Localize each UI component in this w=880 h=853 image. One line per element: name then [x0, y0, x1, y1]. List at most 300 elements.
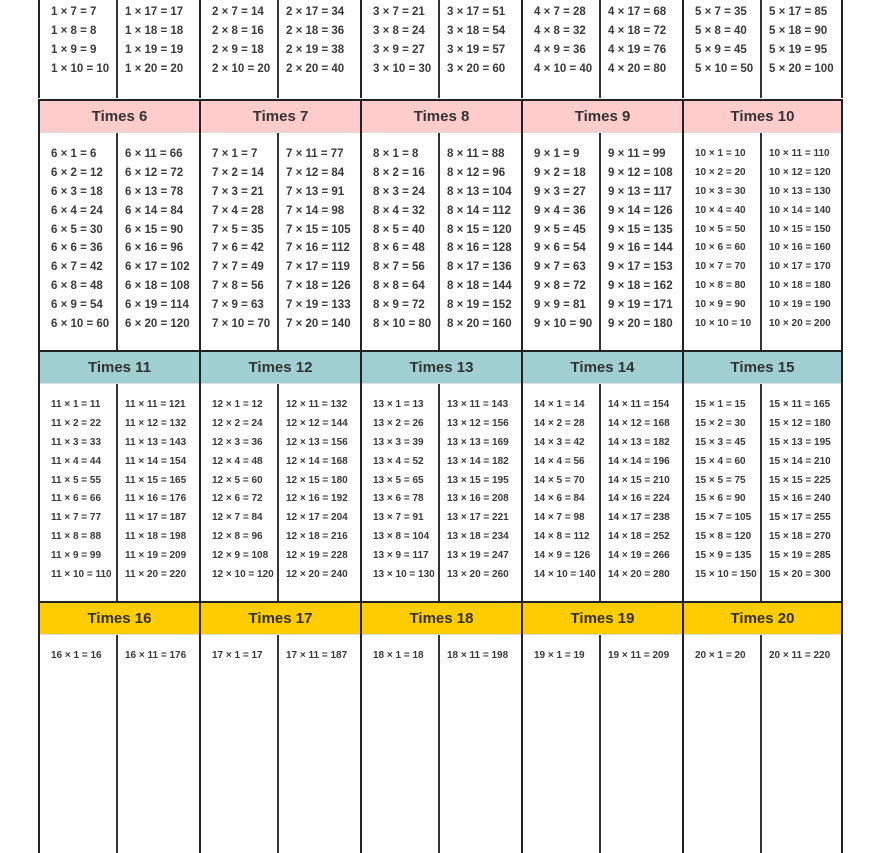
right-column — [118, 635, 199, 853]
multiplication-fact: 12 × 20 = 240 — [286, 569, 348, 581]
multiplication-fact: 9 × 7 = 63 — [534, 261, 586, 274]
multiplication-fact: 11 × 18 = 198 — [125, 531, 187, 543]
multiplication-fact: 6 × 14 = 84 — [125, 204, 184, 217]
multiplication-fact: 4 × 7 = 28 — [534, 6, 586, 19]
left-column — [40, 133, 118, 351]
multiplication-fact: 15 × 14 = 210 — [769, 455, 831, 467]
multiplication-fact: 3 × 8 = 24 — [373, 25, 425, 38]
section-body — [684, 133, 841, 351]
times-table-section — [682, 603, 843, 853]
table-band — [38, 0, 843, 98]
multiplication-fact: 10 × 16 = 160 — [769, 242, 831, 254]
multiplication-fact: 15 × 15 = 225 — [769, 474, 831, 486]
right-column — [118, 384, 199, 602]
multiplication-fact: 1 × 20 = 20 — [125, 63, 184, 76]
section-body — [523, 0, 682, 98]
multiplication-fact: 9 × 9 = 81 — [534, 299, 586, 312]
multiplication-fact: 13 × 3 = 39 — [373, 436, 424, 448]
right-column — [279, 0, 360, 98]
times-table-section — [38, 352, 199, 602]
multiplication-fact: 7 × 6 = 42 — [212, 242, 264, 255]
multiplication-fact: 7 × 20 = 140 — [286, 318, 351, 331]
multiplication-fact: 14 × 8 = 112 — [534, 531, 590, 543]
multiplication-fact: 17 × 1 = 17 — [212, 650, 263, 661]
multiplication-fact: 8 × 17 = 136 — [447, 261, 512, 274]
multiplication-fact: 7 × 5 = 35 — [212, 223, 264, 236]
multiplication-fact: 11 × 15 = 165 — [125, 474, 187, 486]
multiplication-fact: 10 × 10 = 10 — [695, 318, 752, 330]
multiplication-fact: 17 × 11 = 187 — [286, 650, 348, 661]
multiplication-fact: 8 × 5 = 40 — [373, 223, 425, 236]
right-column — [762, 384, 841, 602]
multiplication-fact: 13 × 2 = 26 — [373, 417, 424, 429]
left-column — [684, 133, 762, 351]
multiplication-fact: 14 × 2 = 28 — [534, 417, 585, 429]
multiplication-fact: 14 × 16 = 224 — [608, 493, 670, 505]
multiplication-fact: 15 × 11 = 165 — [769, 399, 831, 410]
multiplication-fact: 9 × 14 = 126 — [608, 204, 673, 217]
multiplication-fact: 19 × 1 = 19 — [534, 650, 585, 661]
times-table-section — [682, 0, 843, 98]
section-body — [523, 133, 682, 351]
section-body — [362, 133, 521, 351]
multiplication-fact: 11 × 4 = 44 — [51, 455, 102, 467]
multiplication-fact: 9 × 15 = 135 — [608, 223, 673, 236]
right-column — [118, 0, 199, 98]
multiplication-fact: 13 × 14 = 182 — [447, 455, 509, 467]
multiplication-fact: 12 × 5 = 60 — [212, 474, 263, 486]
left-column — [362, 635, 440, 853]
section-header: Times 8 — [362, 101, 521, 133]
multiplication-fact: 10 × 20 = 200 — [769, 318, 831, 330]
multiplication-fact: 14 × 17 = 238 — [608, 512, 670, 524]
multiplication-fact: 6 × 16 = 96 — [125, 242, 184, 255]
right-column — [762, 133, 841, 351]
times-table-section — [199, 352, 360, 602]
multiplication-fact: 6 × 17 = 102 — [125, 261, 190, 274]
multiplication-fact: 5 × 17 = 85 — [769, 6, 828, 19]
multiplication-fact: 2 × 19 = 38 — [286, 44, 345, 57]
multiplication-fact: 4 × 19 = 76 — [608, 44, 667, 57]
multiplication-fact: 12 × 16 = 192 — [286, 493, 348, 505]
left-column — [40, 0, 118, 98]
right-column — [440, 0, 521, 98]
multiplication-fact: 3 × 10 = 30 — [373, 63, 432, 76]
multiplication-fact: 9 × 11 = 99 — [608, 148, 666, 160]
multiplication-fact: 13 × 5 = 65 — [373, 474, 424, 486]
right-column — [279, 384, 360, 602]
multiplication-fact: 6 × 11 = 66 — [125, 148, 183, 160]
left-column — [201, 635, 279, 853]
multiplication-fact: 6 × 3 = 18 — [51, 185, 103, 198]
multiplication-fact: 5 × 18 = 90 — [769, 25, 828, 38]
right-column — [601, 0, 682, 98]
left-column — [201, 133, 279, 351]
multiplication-fact: 5 × 8 = 40 — [695, 25, 747, 38]
multiplication-fact: 14 × 19 = 266 — [608, 550, 670, 562]
multiplication-fact: 15 × 3 = 45 — [695, 436, 746, 448]
multiplication-fact: 12 × 6 = 72 — [212, 493, 263, 505]
multiplication-fact: 15 × 17 = 255 — [769, 512, 831, 524]
multiplication-fact: 11 × 8 = 88 — [51, 531, 102, 543]
multiplication-fact: 14 × 1 = 14 — [534, 399, 585, 410]
multiplication-fact: 14 × 15 = 210 — [608, 474, 670, 486]
multiplication-fact: 15 × 9 = 135 — [695, 550, 752, 562]
multiplication-fact: 13 × 20 = 260 — [447, 569, 509, 581]
multiplication-fact: 12 × 17 = 204 — [286, 512, 348, 524]
multiplication-fact: 13 × 18 = 234 — [447, 531, 509, 543]
left-column — [201, 384, 279, 602]
multiplication-fact: 6 × 10 = 60 — [51, 318, 110, 331]
multiplication-fact: 2 × 8 = 16 — [212, 25, 264, 38]
section-body — [362, 635, 521, 853]
multiplication-fact: 11 × 11 = 121 — [125, 399, 186, 410]
multiplication-fact: 11 × 10 = 110 — [51, 569, 112, 581]
multiplication-fact: 4 × 8 = 32 — [534, 25, 586, 38]
multiplication-fact: 5 × 20 = 100 — [769, 63, 834, 76]
multiplication-fact: 11 × 13 = 143 — [125, 436, 187, 448]
right-column — [601, 133, 682, 351]
multiplication-fact: 10 × 19 = 190 — [769, 299, 831, 311]
multiplication-fact: 6 × 9 = 54 — [51, 299, 103, 312]
multiplication-fact: 15 × 16 = 240 — [769, 493, 831, 505]
multiplication-fact: 15 × 13 = 195 — [769, 436, 831, 448]
multiplication-fact: 9 × 6 = 54 — [534, 242, 586, 255]
multiplication-fact: 3 × 7 = 21 — [373, 6, 425, 19]
multiplication-fact: 18 × 11 = 198 — [447, 650, 509, 661]
multiplication-fact: 7 × 1 = 7 — [212, 148, 258, 160]
multiplication-fact: 5 × 9 = 45 — [695, 44, 747, 57]
section-header: Times 15 — [684, 352, 841, 384]
multiplication-fact: 14 × 14 = 196 — [608, 455, 670, 467]
multiplication-fact: 10 × 12 = 120 — [769, 166, 831, 178]
multiplication-fact: 8 × 19 = 152 — [447, 299, 512, 312]
section-header: Times 16 — [40, 603, 199, 635]
section-body — [684, 0, 841, 98]
multiplication-fact: 9 × 4 = 36 — [534, 204, 586, 217]
multiplication-fact: 12 × 10 = 120 — [212, 569, 274, 581]
times-table-section — [199, 603, 360, 853]
table-band — [38, 350, 843, 602]
table-band — [38, 601, 843, 853]
multiplication-fact: 1 × 10 = 10 — [51, 63, 110, 76]
multiplication-fact: 2 × 20 = 40 — [286, 63, 345, 76]
left-column — [523, 384, 601, 602]
multiplication-fact: 19 × 11 = 209 — [608, 650, 670, 661]
right-column — [440, 133, 521, 351]
multiplication-fact: 8 × 20 = 160 — [447, 318, 512, 331]
multiplication-fact: 11 × 5 = 55 — [51, 474, 102, 486]
multiplication-fact: 15 × 12 = 180 — [769, 417, 831, 429]
multiplication-fact: 8 × 1 = 8 — [373, 148, 419, 160]
multiplication-fact: 8 × 18 = 144 — [447, 280, 512, 293]
times-table-section — [360, 603, 521, 853]
multiplication-fact: 3 × 9 = 27 — [373, 44, 425, 57]
multiplication-fact: 7 × 8 = 56 — [212, 280, 264, 293]
section-body — [362, 384, 521, 602]
multiplication-fact: 13 × 13 = 169 — [447, 436, 509, 448]
multiplication-fact: 6 × 2 = 12 — [51, 166, 103, 179]
times-table-section — [360, 352, 521, 602]
left-column — [201, 0, 279, 98]
multiplication-fact: 6 × 1 = 6 — [51, 148, 97, 160]
multiplication-fact: 12 × 14 = 168 — [286, 455, 348, 467]
multiplication-fact: 1 × 9 = 9 — [51, 44, 97, 57]
multiplication-fact: 8 × 14 = 112 — [447, 204, 511, 217]
left-column — [362, 133, 440, 351]
multiplication-fact: 8 × 3 = 24 — [373, 185, 425, 198]
multiplication-fact: 7 × 14 = 98 — [286, 204, 345, 217]
multiplication-fact: 10 × 2 = 20 — [695, 166, 746, 178]
multiplication-fact: 15 × 19 = 285 — [769, 550, 831, 562]
section-body — [201, 133, 360, 351]
multiplication-fact: 13 × 9 = 117 — [373, 550, 429, 562]
right-column — [762, 635, 841, 853]
multiplication-fact: 7 × 12 = 84 — [286, 166, 345, 179]
multiplication-fact: 13 × 17 = 221 — [447, 512, 509, 524]
multiplication-fact: 14 × 10 = 140 — [534, 569, 596, 581]
left-column — [684, 635, 762, 853]
multiplication-fact: 7 × 11 = 77 — [286, 148, 344, 160]
multiplication-fact: 10 × 3 = 30 — [695, 185, 746, 197]
left-column — [684, 0, 762, 98]
multiplication-fact: 13 × 7 = 91 — [373, 512, 424, 524]
multiplication-fact: 11 × 19 = 209 — [125, 550, 187, 562]
multiplication-fact: 12 × 3 = 36 — [212, 436, 263, 448]
multiplication-fact: 10 × 1 = 10 — [695, 148, 746, 159]
multiplication-fact: 6 × 18 = 108 — [125, 280, 190, 293]
multiplication-fact: 10 × 14 = 140 — [769, 204, 831, 216]
multiplication-fact: 12 × 18 = 216 — [286, 531, 348, 543]
multiplication-fact: 8 × 15 = 120 — [447, 223, 512, 236]
multiplication-fact: 1 × 18 = 18 — [125, 25, 184, 38]
multiplication-fact: 13 × 1 = 13 — [373, 399, 424, 410]
multiplication-fact: 10 × 5 = 50 — [695, 223, 746, 235]
multiplication-fact: 12 × 11 = 132 — [286, 399, 348, 410]
multiplication-fact: 7 × 18 = 126 — [286, 280, 351, 293]
multiplication-fact: 9 × 20 = 180 — [608, 318, 673, 331]
multiplication-fact: 14 × 13 = 182 — [608, 436, 670, 448]
multiplication-fact: 10 × 6 = 60 — [695, 242, 746, 254]
multiplication-fact: 10 × 18 = 180 — [769, 280, 831, 292]
multiplication-fact: 12 × 2 = 24 — [212, 417, 263, 429]
multiplication-fact: 3 × 20 = 60 — [447, 63, 506, 76]
times-table-section — [521, 101, 682, 351]
section-body — [684, 635, 841, 853]
section-header: Times 7 — [201, 101, 360, 133]
multiplication-fact: 10 × 7 = 70 — [695, 261, 746, 273]
multiplication-fact: 6 × 8 = 48 — [51, 280, 103, 293]
multiplication-fact: 1 × 8 = 8 — [51, 25, 97, 38]
multiplication-fact: 6 × 19 = 114 — [125, 299, 189, 312]
multiplication-fact: 13 × 8 = 104 — [373, 531, 430, 543]
multiplication-fact: 3 × 18 = 54 — [447, 25, 506, 38]
multiplication-fact: 6 × 15 = 90 — [125, 223, 184, 236]
multiplication-fact: 7 × 16 = 112 — [286, 242, 350, 255]
times-table-section — [360, 101, 521, 351]
section-header: Times 20 — [684, 603, 841, 635]
multiplication-fact: 9 × 17 = 153 — [608, 261, 673, 274]
multiplication-fact: 9 × 2 = 18 — [534, 166, 586, 179]
multiplication-fact: 10 × 8 = 80 — [695, 280, 746, 292]
left-column — [523, 635, 601, 853]
multiplication-fact: 2 × 17 = 34 — [286, 6, 345, 19]
multiplication-fact: 15 × 7 = 105 — [695, 512, 752, 524]
multiplication-fact: 8 × 9 = 72 — [373, 299, 425, 312]
multiplication-fact: 4 × 9 = 36 — [534, 44, 586, 57]
multiplication-fact: 12 × 13 = 156 — [286, 436, 348, 448]
times-table-section — [199, 0, 360, 98]
multiplication-fact: 7 × 3 = 21 — [212, 185, 264, 198]
multiplication-fact: 4 × 10 = 40 — [534, 63, 593, 76]
section-body — [201, 635, 360, 853]
multiplication-fact: 8 × 12 = 96 — [447, 166, 506, 179]
multiplication-fact: 15 × 8 = 120 — [695, 531, 752, 543]
times-table-section — [521, 0, 682, 98]
section-body — [523, 384, 682, 602]
multiplication-fact: 6 × 5 = 30 — [51, 223, 103, 236]
multiplication-fact: 13 × 10 = 130 — [373, 569, 435, 581]
multiplication-fact: 3 × 17 = 51 — [447, 6, 506, 19]
multiplication-fact: 9 × 18 = 162 — [608, 280, 673, 293]
multiplication-fact: 12 × 9 = 108 — [212, 550, 269, 562]
section-header: Times 17 — [201, 603, 360, 635]
left-column — [40, 635, 118, 853]
multiplication-fact: 12 × 15 = 180 — [286, 474, 348, 486]
multiplication-fact: 14 × 7 = 98 — [534, 512, 585, 524]
multiplication-fact: 2 × 7 = 14 — [212, 6, 264, 19]
multiplication-fact: 11 × 1 = 11 — [51, 399, 101, 410]
multiplication-fact: 11 × 12 = 132 — [125, 417, 187, 429]
right-column — [601, 384, 682, 602]
multiplication-fact: 7 × 13 = 91 — [286, 185, 345, 198]
times-table-section — [682, 101, 843, 351]
multiplication-fact: 8 × 6 = 48 — [373, 242, 425, 255]
multiplication-fact: 6 × 12 = 72 — [125, 166, 184, 179]
multiplication-fact: 12 × 1 = 12 — [212, 399, 263, 410]
multiplication-fact: 12 × 19 = 228 — [286, 550, 348, 562]
section-header: Times 10 — [684, 101, 841, 133]
left-column — [362, 384, 440, 602]
multiplication-fact: 10 × 11 = 110 — [769, 148, 830, 159]
multiplication-fact: 2 × 18 = 36 — [286, 25, 345, 38]
section-header: Times 14 — [523, 352, 682, 384]
multiplication-fact: 14 × 9 = 126 — [534, 550, 591, 562]
multiplication-fact: 8 × 8 = 64 — [373, 280, 425, 293]
multiplication-fact: 7 × 2 = 14 — [212, 166, 264, 179]
multiplication-fact: 16 × 11 = 176 — [125, 650, 187, 661]
multiplication-fact: 13 × 16 = 208 — [447, 493, 509, 505]
multiplication-fact: 13 × 15 = 195 — [447, 474, 509, 486]
multiplication-fact: 9 × 3 = 27 — [534, 185, 586, 198]
multiplication-fact: 14 × 12 = 168 — [608, 417, 670, 429]
right-column — [440, 384, 521, 602]
multiplication-fact: 8 × 2 = 16 — [373, 166, 425, 179]
multiplication-fact: 12 × 8 = 96 — [212, 531, 263, 543]
right-column — [440, 635, 521, 853]
times-table-section — [199, 101, 360, 351]
multiplication-fact: 7 × 7 = 49 — [212, 261, 264, 274]
multiplication-fact: 15 × 5 = 75 — [695, 474, 746, 486]
multiplication-fact: 7 × 19 = 133 — [286, 299, 351, 312]
section-header: Times 12 — [201, 352, 360, 384]
multiplication-fact: 1 × 19 = 19 — [125, 44, 184, 57]
multiplication-fact: 8 × 4 = 32 — [373, 204, 425, 217]
multiplication-fact: 10 × 15 = 150 — [769, 223, 831, 235]
left-column — [684, 384, 762, 602]
left-column — [40, 384, 118, 602]
multiplication-fact: 7 × 4 = 28 — [212, 204, 264, 217]
section-body — [684, 384, 841, 602]
left-column — [523, 0, 601, 98]
multiplication-fact: 13 × 6 = 78 — [373, 493, 424, 505]
right-column — [118, 133, 199, 351]
section-body — [40, 384, 199, 602]
multiplication-fact: 7 × 17 = 119 — [286, 261, 350, 274]
multiplication-fact: 9 × 13 = 117 — [608, 185, 672, 198]
multiplication-fact: 8 × 16 = 128 — [447, 242, 512, 255]
section-header: Times 19 — [523, 603, 682, 635]
right-column — [762, 0, 841, 98]
table-band — [38, 99, 843, 351]
times-table-section — [38, 603, 199, 853]
multiplication-fact: 4 × 20 = 80 — [608, 63, 667, 76]
multiplication-fact: 1 × 17 = 17 — [125, 6, 184, 19]
multiplication-fact: 7 × 10 = 70 — [212, 318, 271, 331]
multiplication-fact: 11 × 20 = 220 — [125, 569, 187, 581]
multiplication-fact: 9 × 1 = 9 — [534, 148, 580, 160]
multiplication-fact: 15 × 2 = 30 — [695, 417, 746, 429]
multiplication-fact: 9 × 8 = 72 — [534, 280, 586, 293]
section-body — [40, 635, 199, 853]
multiplication-fact: 6 × 6 = 36 — [51, 242, 103, 255]
section-header: Times 9 — [523, 101, 682, 133]
multiplication-fact: 12 × 12 = 144 — [286, 417, 348, 429]
multiplication-fact: 3 × 19 = 57 — [447, 44, 506, 57]
section-header: Times 13 — [362, 352, 521, 384]
multiplication-fact: 8 × 7 = 56 — [373, 261, 425, 274]
multiplication-fact: 8 × 13 = 104 — [447, 185, 512, 198]
left-column — [523, 133, 601, 351]
multiplication-fact: 14 × 5 = 70 — [534, 474, 585, 486]
multiplication-fact: 18 × 1 = 18 — [373, 650, 424, 661]
multiplication-fact: 11 × 14 = 154 — [125, 455, 187, 467]
multiplication-fact: 9 × 5 = 45 — [534, 223, 586, 236]
multiplication-fact: 11 × 7 = 77 — [51, 512, 102, 524]
section-header: Times 11 — [40, 352, 199, 384]
section-body — [40, 133, 199, 351]
multiplication-fact: 15 × 18 = 270 — [769, 531, 831, 543]
multiplication-fact: 5 × 10 = 50 — [695, 63, 754, 76]
multiplication-fact: 13 × 19 = 247 — [447, 550, 509, 562]
multiplication-fact: 15 × 4 = 60 — [695, 455, 746, 467]
multiplication-fact: 4 × 18 = 72 — [608, 25, 667, 38]
multiplication-fact: 10 × 17 = 170 — [769, 261, 831, 273]
multiplication-fact: 11 × 16 = 176 — [125, 493, 187, 505]
multiplication-fact: 9 × 10 = 90 — [534, 318, 593, 331]
multiplication-fact: 5 × 7 = 35 — [695, 6, 747, 19]
multiplication-fact: 7 × 15 = 105 — [286, 223, 351, 236]
multiplication-fact: 13 × 11 = 143 — [447, 399, 509, 410]
multiplication-fact: 11 × 3 = 33 — [51, 436, 102, 448]
times-table-section — [38, 101, 199, 351]
multiplication-fact: 2 × 9 = 18 — [212, 44, 264, 57]
multiplication-fact: 6 × 20 = 120 — [125, 318, 190, 331]
times-table-section — [521, 352, 682, 602]
section-body — [201, 0, 360, 98]
multiplication-fact: 14 × 6 = 84 — [534, 493, 585, 505]
section-body — [201, 384, 360, 602]
